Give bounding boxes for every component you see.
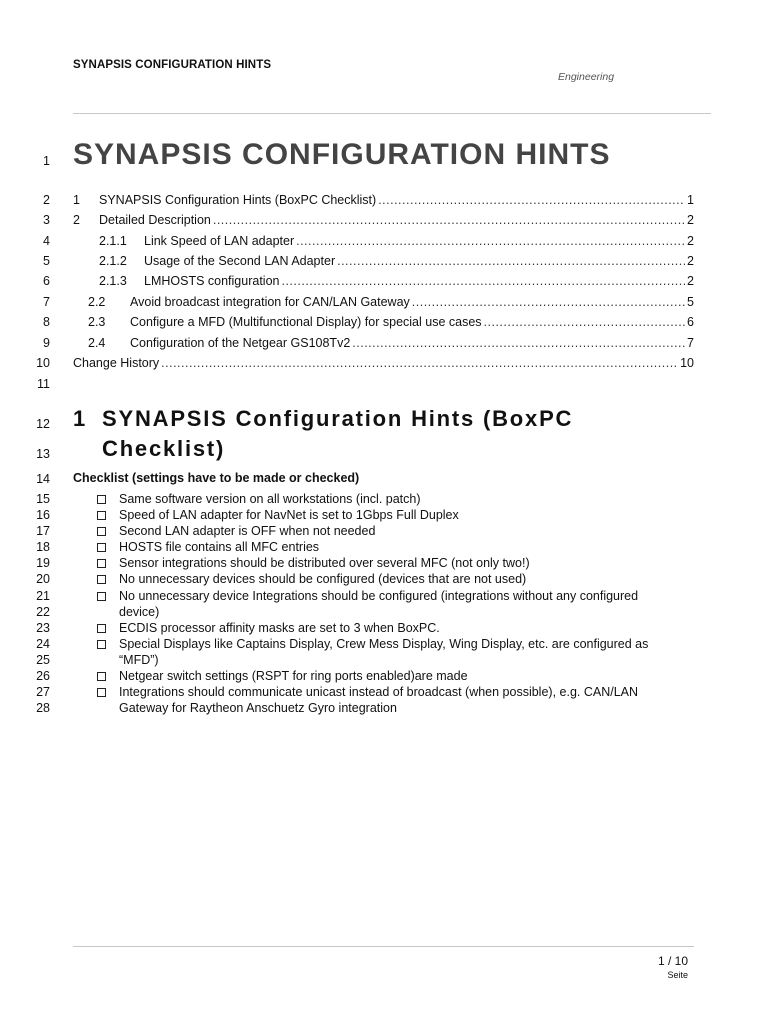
toc-leader: [213, 213, 685, 227]
line-number: 12: [36, 417, 50, 431]
line-number: 22: [36, 605, 50, 619]
line-number: 6: [43, 274, 50, 288]
toc-entry-title: Avoid broadcast integration for CAN/LAN Gateway: [130, 295, 410, 309]
toc-entry[interactable]: [73, 336, 694, 352]
toc-leader: [296, 234, 685, 248]
line-number: 4: [43, 234, 50, 248]
document-title: SYNAPSIS CONFIGURATION HINTS: [73, 138, 611, 171]
line-number: 5: [43, 254, 50, 268]
line-number: 7: [43, 295, 50, 309]
toc-entry-page: 2: [687, 274, 694, 288]
toc-leader: [281, 274, 685, 288]
toc-entry-number: 1: [73, 193, 80, 207]
toc-entry-page: 2: [687, 254, 694, 268]
checkbox[interactable]: [97, 575, 106, 584]
toc-entry[interactable]: [73, 193, 694, 209]
toc-entry-number: 2.1.1: [99, 234, 127, 248]
checklist-item: ECDIS processor affinity masks are set to 3 when BoxPC.: [119, 621, 440, 635]
checklist-item: No unnecessary device Integrations should be configured (integrations without any configured device): [119, 589, 639, 620]
toc-entry[interactable]: [73, 295, 694, 311]
toc-entry-title: Configure a MFD (Multifunctional Display) for special use cases: [130, 315, 482, 329]
toc-entry-title: Usage of the Second LAN Adapter: [144, 254, 336, 268]
checkbox[interactable]: [97, 640, 106, 649]
checkbox[interactable]: [97, 672, 106, 681]
line-number: 14: [36, 472, 50, 486]
toc-entry[interactable]: [73, 234, 694, 250]
header-title: SYNAPSIS CONFIGURATION HINTS: [73, 59, 272, 71]
line-number: 27: [36, 685, 50, 699]
checklist-heading: Checklist (settings have to be made or checked): [73, 471, 360, 485]
checkbox[interactable]: [97, 495, 106, 504]
checkbox[interactable]: [97, 624, 106, 633]
line-number: 16: [36, 508, 50, 522]
page-number: 1 / 10: [657, 954, 688, 968]
line-number: 20: [36, 572, 50, 586]
checkbox[interactable]: [97, 511, 106, 520]
line-number: 13: [36, 447, 50, 461]
checkbox[interactable]: [97, 592, 106, 601]
line-number: 23: [36, 621, 50, 635]
page-label: Seite: [667, 970, 688, 980]
toc-entry-title: SYNAPSIS Configuration Hints (BoxPC Checklist): [99, 193, 377, 207]
toc-leader: [412, 295, 685, 309]
toc-entry-page: 2: [687, 234, 694, 248]
toc-entry-number: 2.4: [88, 336, 106, 350]
checkbox[interactable]: [97, 543, 106, 552]
checklist-item: Second LAN adapter is OFF when not needed: [119, 524, 376, 538]
footer-divider: [73, 946, 694, 947]
section-heading: SYNAPSIS Configuration Hints (BoxPC: [102, 406, 574, 431]
checkbox[interactable]: [97, 527, 106, 536]
line-number: 25: [36, 653, 50, 667]
toc-entry-number: 2.3: [88, 315, 106, 329]
header-department: Engineering: [558, 71, 615, 83]
line-number: 15: [36, 492, 50, 506]
toc-entry[interactable]: [73, 213, 694, 229]
toc-entry-title: LMHOSTS configuration: [144, 274, 280, 288]
line-number: 24: [36, 637, 50, 651]
toc-leader: [337, 254, 685, 268]
toc-entry-page: 5: [687, 295, 694, 309]
checkbox[interactable]: [97, 688, 106, 697]
toc-entry-title: Configuration of the Netgear GS108Tv2: [130, 336, 351, 350]
line-number: 19: [36, 556, 50, 570]
checklist-item: Speed of LAN adapter for NavNet is set to 1Gbps Full Duplex: [119, 508, 459, 522]
toc-entry-number: 2.1.2: [99, 254, 127, 268]
toc-entry-title: Link Speed of LAN adapter: [144, 234, 295, 248]
toc-entry-page: 10: [680, 356, 694, 370]
toc-entry[interactable]: [73, 356, 694, 372]
line-number: 2: [43, 193, 50, 207]
line-number: 9: [43, 336, 50, 350]
toc-entry[interactable]: [73, 274, 694, 290]
checklist-item: Special Displays like Captains Display, Crew Mess Display, Wing Display, etc. are configured as “MFD”): [119, 637, 649, 668]
toc-leader: [378, 193, 685, 207]
toc-leader: [484, 315, 686, 329]
toc-entry-title: Change History: [73, 356, 160, 370]
toc-entry-title: Detailed Description: [99, 213, 211, 227]
line-number: 28: [36, 701, 50, 715]
header-divider: [73, 113, 711, 114]
line-number: 10: [36, 356, 50, 370]
line-number: 17: [36, 524, 50, 538]
checklist-item: Netgear switch settings (RSPT for ring ports enabled)are made: [119, 669, 468, 683]
toc-leader: [161, 356, 678, 370]
toc-entry[interactable]: [73, 315, 694, 331]
line-number: 11: [37, 377, 50, 391]
line-number: 8: [43, 315, 50, 329]
toc-entry-page: 6: [687, 315, 694, 329]
checklist-item: Integrations should communicate unicast instead of broadcast (when possible), e.g. CAN/LAN Gateway for Raytheon Anschuetz Gyro integration: [119, 685, 639, 716]
line-number: 3: [43, 213, 50, 227]
toc-entry-page: 7: [687, 336, 694, 350]
toc-entry[interactable]: [73, 254, 694, 270]
line-number: 18: [36, 540, 50, 554]
toc-leader: [352, 336, 685, 350]
toc-entry-page: 2: [687, 213, 694, 227]
line-number: 1: [43, 154, 50, 168]
checklist-item: Same software version on all workstations (incl. patch): [119, 492, 421, 506]
checklist-item: Sensor integrations should be distributed over several MFC (not only two!): [119, 556, 530, 570]
checkbox[interactable]: [97, 559, 106, 568]
toc-entry-number: 2.1.3: [99, 274, 127, 288]
line-number: 26: [36, 669, 50, 683]
section-heading-continued: Checklist): [102, 436, 226, 461]
toc-entry-page: 1: [687, 193, 694, 207]
toc-entry-number: 2: [73, 213, 80, 227]
toc-entry-number: 2.2: [88, 295, 106, 309]
line-number: 21: [36, 589, 50, 603]
section-number: 1: [73, 406, 86, 431]
checklist-item: HOSTS file contains all MFC entries: [119, 540, 320, 554]
checklist-item: No unnecessary devices should be configured (devices that are not used): [119, 572, 527, 586]
